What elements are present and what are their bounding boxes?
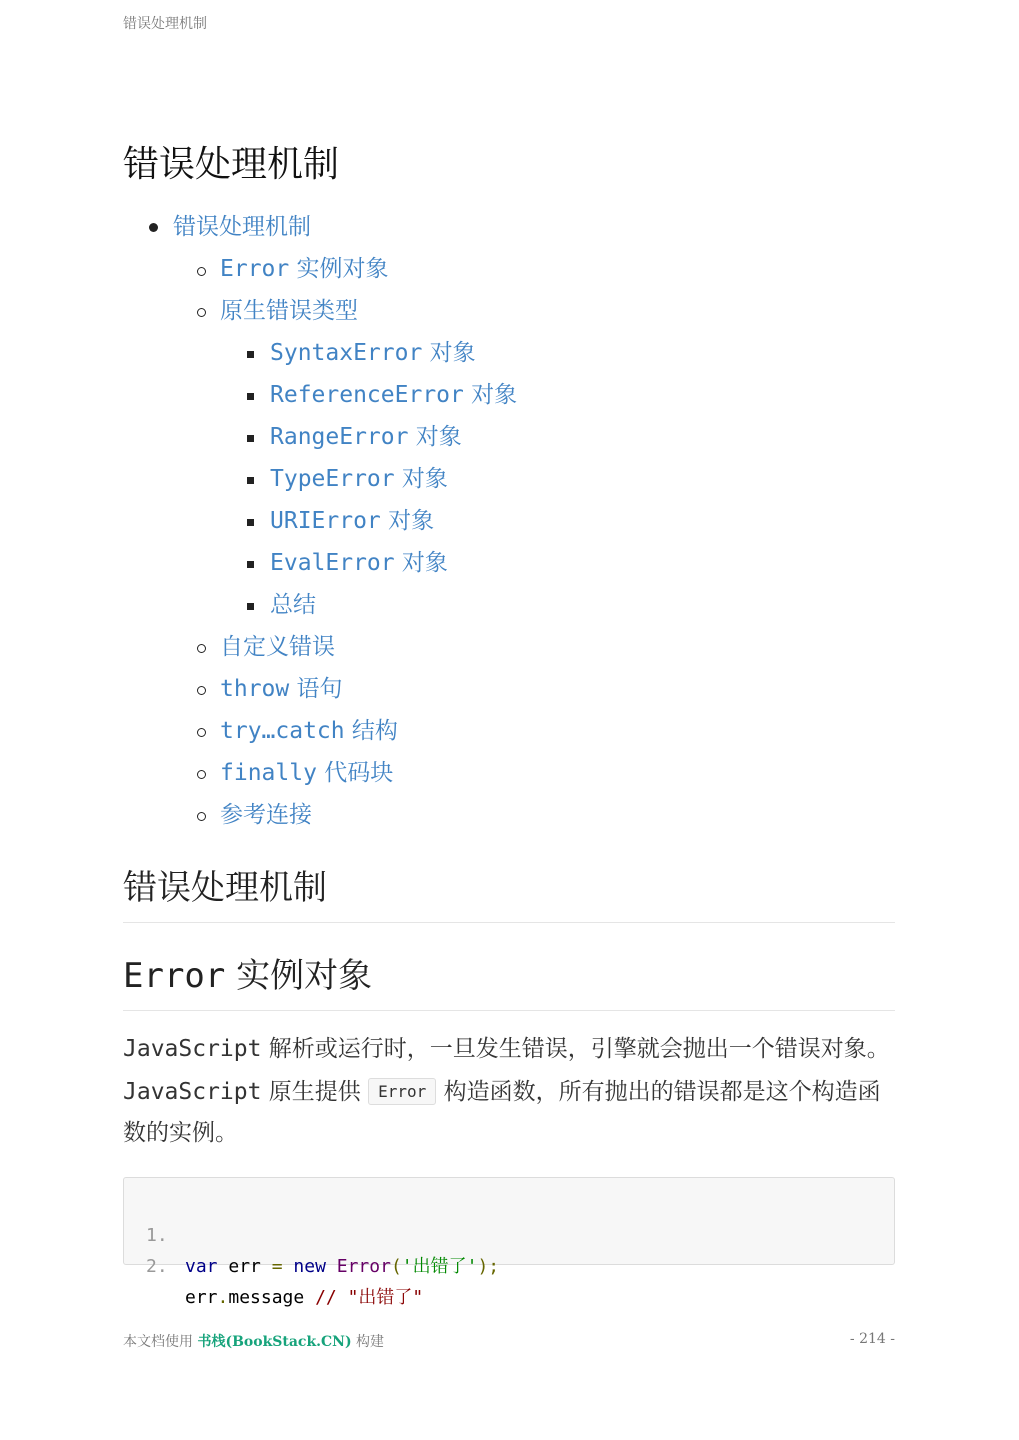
- toc-code[interactable]: SyntaxError: [270, 340, 423, 366]
- toc-text[interactable]: 对象: [408, 424, 462, 450]
- toc-text[interactable]: 对象: [422, 340, 476, 366]
- running-header: 错误处理机制: [123, 16, 207, 32]
- section-heading: 错误处理机制: [123, 864, 895, 923]
- toc-item-error-instance[interactable]: [220, 248, 389, 290]
- para-code: JavaScript: [123, 1036, 262, 1062]
- toc-text[interactable]: 对象: [463, 382, 518, 408]
- heading-text: 实例对象: [225, 956, 373, 996]
- toc-text[interactable]: 代码块: [316, 760, 394, 786]
- bullet-square: [247, 519, 254, 526]
- toc-code[interactable]: Error: [220, 256, 290, 282]
- line-number: 2.: [146, 1256, 168, 1277]
- code-block: [123, 1177, 895, 1308]
- toc-text[interactable]: 实例对象: [289, 256, 389, 282]
- para-text: 解析或运行时，一旦发生错误，引擎就会抛出一个错误对象。: [261, 1036, 890, 1062]
- para-text: 构造函数，所有抛出的错误都是这个构造函数的实例。: [123, 1078, 881, 1146]
- toc-text[interactable]: 对象: [394, 466, 448, 492]
- toc-code[interactable]: throw: [220, 676, 290, 702]
- bullet-square: [247, 477, 254, 484]
- toc-link[interactable]: 参考连接: [220, 802, 312, 828]
- toc-item-finally[interactable]: [220, 752, 393, 794]
- toc-item-throw[interactable]: [220, 668, 343, 710]
- subsection-heading: [123, 952, 895, 1011]
- toc-item-summary[interactable]: [270, 584, 316, 626]
- bullet-circle: [197, 308, 206, 317]
- toc-code[interactable]: TypeError: [270, 466, 395, 492]
- toc-code[interactable]: EvalError: [270, 550, 395, 576]
- intro-paragraph: [123, 1029, 895, 1155]
- toc-item-native-types[interactable]: [220, 290, 358, 332]
- toc-item-evalerror[interactable]: [270, 542, 448, 584]
- toc-code[interactable]: try…catch: [220, 718, 345, 744]
- para-text: 原生提供: [261, 1078, 369, 1105]
- bullet-square: [247, 351, 254, 358]
- page-number: - 214 -: [849, 1331, 895, 1347]
- toc-code[interactable]: ReferenceError: [270, 382, 464, 408]
- footer-text: 构建: [351, 1334, 385, 1350]
- bullet-circle: [197, 686, 206, 695]
- code-line: [124, 1189, 894, 1277]
- toc-link[interactable]: 原生错误类型: [220, 298, 358, 324]
- bullet-square: [247, 603, 254, 610]
- footer-credit: [123, 1331, 384, 1351]
- code-text: var err = new Error('出错了');: [185, 1256, 500, 1277]
- toc-item-custom-error[interactable]: [220, 626, 335, 668]
- bullet-square: [247, 561, 254, 568]
- heading-code: Error: [123, 956, 226, 996]
- page-title: 错误处理机制: [123, 144, 340, 185]
- bullet-circle: [197, 267, 206, 276]
- toc-item-try-catch[interactable]: [220, 710, 398, 752]
- toc-code[interactable]: finally: [220, 760, 317, 786]
- bullet-circle: [197, 812, 206, 821]
- bullet-square: [247, 393, 254, 400]
- bookstack-link[interactable]: 书栈(BookStack.CN): [197, 1334, 352, 1350]
- bullet-square: [247, 435, 254, 442]
- line-number: 1.: [146, 1225, 168, 1246]
- toc-code[interactable]: RangeError: [270, 424, 409, 450]
- para-code: JavaScript: [123, 1078, 262, 1105]
- toc-text[interactable]: 语句: [289, 676, 343, 702]
- toc-item-typeerror[interactable]: [270, 458, 448, 500]
- toc-link[interactable]: 错误处理机制: [173, 214, 311, 240]
- bullet-disc: [149, 223, 158, 232]
- toc-item-syntaxerror[interactable]: [270, 332, 476, 374]
- bullet-circle: [197, 728, 206, 737]
- bullet-circle: [197, 644, 206, 653]
- toc-code[interactable]: URIError: [270, 508, 381, 534]
- toc-link[interactable]: 总结: [270, 592, 316, 618]
- inline-code-error: Error: [368, 1078, 436, 1105]
- toc-link[interactable]: 自定义错误: [220, 634, 335, 660]
- toc-item-error-handling[interactable]: [173, 206, 311, 248]
- footer-text: 本文档使用: [123, 1334, 198, 1350]
- bullet-circle: [197, 770, 206, 779]
- toc-item-referenceerror[interactable]: [270, 374, 517, 416]
- toc-item-references[interactable]: [220, 794, 312, 836]
- toc-item-rangeerror[interactable]: [270, 416, 462, 458]
- toc-item-urierror[interactable]: [270, 500, 434, 542]
- toc-text[interactable]: 对象: [394, 550, 448, 576]
- toc-text[interactable]: 结构: [344, 718, 398, 744]
- code-text: err.message // "出错了": [185, 1287, 424, 1308]
- toc-text[interactable]: 对象: [380, 508, 435, 534]
